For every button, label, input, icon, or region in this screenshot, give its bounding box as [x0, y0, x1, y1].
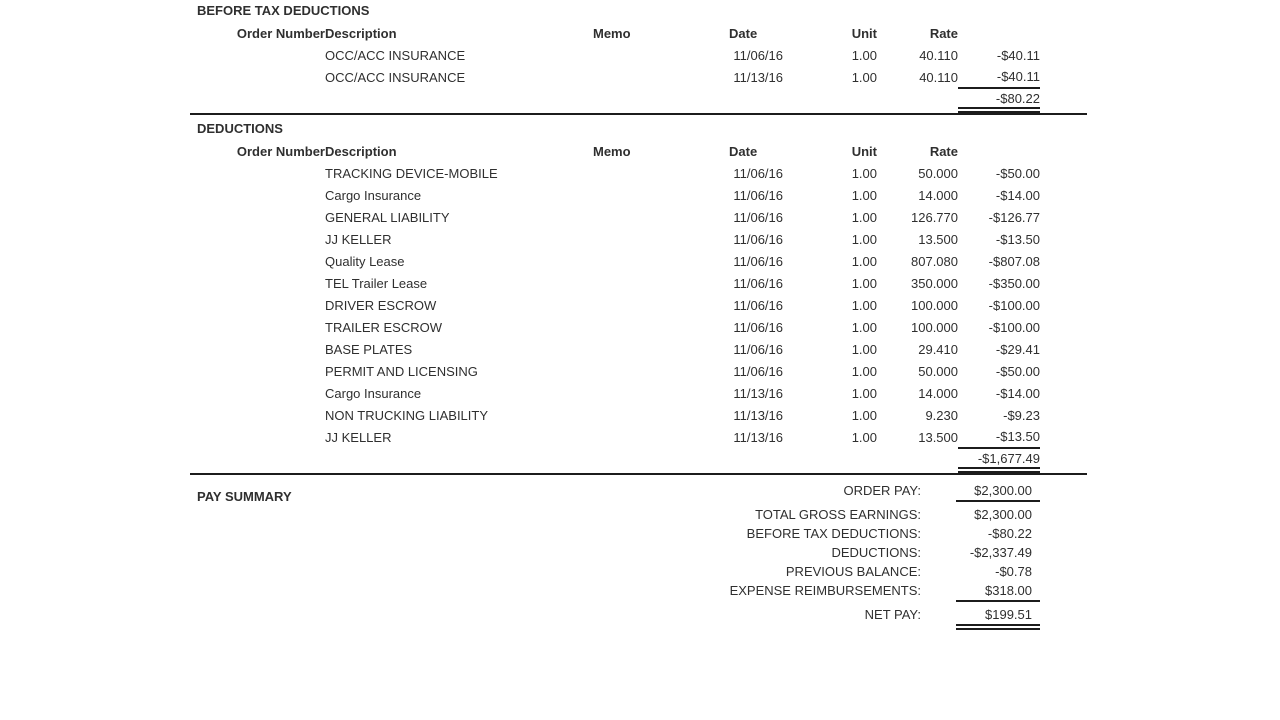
table-row: [190, 184, 1040, 206]
cell-rate: 9.230: [925, 407, 958, 423]
cell-memo: [593, 360, 727, 382]
cell-date: 11/06/16: [733, 363, 783, 379]
cell-order: [190, 162, 325, 184]
cell-rate: 100.000: [911, 319, 958, 335]
cell-blank: [783, 448, 877, 470]
summary-label: DEDUCTIONS:: [831, 545, 921, 560]
summary-value: -$80.22: [987, 526, 1032, 541]
column-header-rate: Rate: [929, 143, 958, 159]
cell-order: [190, 44, 325, 66]
cell-unit: 1.00: [851, 275, 877, 291]
cell-memo: [593, 338, 727, 360]
cell-description: DRIVER ESCROW: [325, 297, 437, 313]
cell-unit: 1.00: [851, 69, 877, 85]
cell-memo: [593, 316, 727, 338]
cell-blank: [593, 88, 727, 110]
cell-unit: 1.00: [851, 385, 877, 401]
cell-amount: -$100.00: [988, 297, 1040, 313]
cell-description: OCC/ACC INSURANCE: [325, 47, 466, 63]
table-row: [190, 316, 1040, 338]
cell-order: [190, 294, 325, 316]
cell-description: JJ KELLER: [325, 231, 392, 247]
pay-summary-rows: [190, 481, 1087, 626]
column-header-date: Date: [729, 25, 758, 41]
table-row: [190, 382, 1040, 404]
cell-unit: 1.00: [851, 363, 877, 379]
cell-memo: [593, 162, 727, 184]
cell-amount: -$29.41: [995, 341, 1040, 357]
column-header-date: Date: [729, 143, 758, 159]
cell-memo: [593, 272, 727, 294]
cell-order: [190, 404, 325, 426]
cell-blank: [190, 88, 325, 110]
cell-description: NON TRUCKING LIABILITY: [325, 407, 489, 423]
table-row: [190, 404, 1040, 426]
cell-unit: 1.00: [851, 47, 877, 63]
cell-description: BASE PLATES: [325, 341, 413, 357]
cell-unit: 1.00: [851, 209, 877, 225]
cell-order: [190, 184, 325, 206]
section-pay-summary: [190, 481, 1087, 626]
cell-memo: [593, 206, 727, 228]
column-header-order-number: Order Number: [236, 25, 325, 41]
column-header-memo: Memo: [593, 25, 631, 41]
summary-label: BEFORE TAX DEDUCTIONS:: [746, 526, 921, 541]
summary-row: [730, 581, 1040, 600]
cell-rate: 14.000: [918, 187, 958, 203]
cell-amount: -$14.00: [995, 385, 1040, 401]
cell-rate: 100.000: [911, 297, 958, 313]
section-total-value: -$1,677.49: [958, 448, 1040, 470]
summary-label: TOTAL GROSS EARNINGS:: [755, 507, 921, 522]
section-before-tax-deductions: [190, 3, 1087, 113]
pay-statement-document: [190, 3, 1087, 626]
summary-label: ORDER PAY:: [843, 483, 921, 498]
cell-order: [190, 360, 325, 382]
cell-description: OCC/ACC INSURANCE: [325, 69, 466, 85]
cell-order: [190, 316, 325, 338]
cell-rate: 807.080: [911, 253, 958, 269]
cell-order: [190, 272, 325, 294]
cell-order: [190, 338, 325, 360]
cell-amount: -$350.00: [988, 275, 1040, 291]
column-header-amount-blank: [958, 22, 1040, 44]
cell-description: Cargo Insurance: [325, 385, 422, 401]
cell-date: 11/13/16: [733, 69, 783, 85]
cell-rate: 13.500: [918, 231, 958, 247]
cell-rate: 350.000: [911, 275, 958, 291]
summary-value: $2,300.00: [974, 507, 1032, 522]
summary-value: $2,300.00: [956, 481, 1040, 502]
before-tax-table: [190, 22, 1040, 113]
section-divider: [190, 113, 1087, 115]
table-row: [190, 228, 1040, 250]
deductions-table: [190, 140, 1040, 473]
cell-amount: -$13.50: [995, 429, 1040, 444]
section-total-row: [190, 88, 1040, 110]
cell-order: [190, 382, 325, 404]
cell-amount: -$40.11: [996, 47, 1040, 63]
cell-date: 11/06/16: [733, 275, 783, 291]
table-row: [190, 44, 1040, 66]
cell-blank: [783, 88, 877, 110]
summary-row: [865, 605, 1040, 626]
summary-row: [831, 543, 1040, 562]
section-divider: [190, 473, 1087, 475]
table-row: [190, 206, 1040, 228]
cell-amount: -$100.00: [988, 319, 1040, 335]
cell-order: [190, 426, 325, 448]
summary-row: [786, 562, 1040, 581]
table-row: [190, 426, 1040, 448]
cell-date: 11/06/16: [733, 319, 783, 335]
cell-description: TRAILER ESCROW: [325, 319, 443, 335]
column-header-description: Description: [325, 25, 397, 41]
summary-value: -$0.78: [995, 564, 1032, 579]
cell-date: 11/06/16: [733, 341, 783, 357]
table-row: [190, 272, 1040, 294]
table-row: [190, 162, 1040, 184]
cell-date: 11/06/16: [733, 47, 783, 63]
column-header-rate: Rate: [929, 25, 958, 41]
summary-row: [755, 505, 1040, 524]
cell-date: 11/13/16: [733, 385, 783, 401]
cell-unit: 1.00: [851, 231, 877, 247]
cell-order: [190, 250, 325, 272]
table-row: [190, 338, 1040, 360]
cell-rate: 29.410: [918, 341, 958, 357]
summary-label: EXPENSE REIMBURSEMENTS:: [729, 583, 921, 598]
cell-rate: 40.110: [919, 47, 958, 63]
table-header-row: [190, 22, 1040, 44]
cell-memo: [593, 294, 727, 316]
cell-unit: 1.00: [851, 297, 877, 313]
cell-amount: -$807.08: [988, 253, 1040, 269]
cell-description: GENERAL LIABILITY: [325, 209, 450, 225]
table-header-row: [190, 140, 1040, 162]
cell-rate: 126.770: [911, 209, 958, 225]
cell-memo: [593, 426, 727, 448]
summary-label: NET PAY:: [864, 607, 921, 622]
cell-amount: -$13.50: [995, 231, 1040, 247]
cell-memo: [593, 250, 727, 272]
cell-date: 11/06/16: [733, 187, 783, 203]
cell-date: 11/06/16: [733, 165, 783, 181]
cell-blank: [727, 88, 783, 110]
column-header-order-number: Order Number: [236, 143, 325, 159]
cell-rate: 14.000: [918, 385, 958, 401]
table-row: [190, 360, 1040, 382]
section-title-pay-summary: PAY SUMMARY: [197, 489, 292, 504]
summary-row: [747, 524, 1040, 543]
cell-memo: [593, 184, 727, 206]
cell-unit: 1.00: [851, 165, 877, 181]
cell-memo: [593, 228, 727, 250]
cell-date: 11/13/16: [733, 429, 783, 445]
cell-unit: 1.00: [851, 407, 877, 423]
table-row: [190, 294, 1040, 316]
cell-order: [190, 228, 325, 250]
summary-label: PREVIOUS BALANCE:: [785, 564, 921, 579]
cell-date: 11/13/16: [733, 407, 783, 423]
section-deductions: [190, 121, 1087, 473]
cell-description: Quality Lease: [325, 253, 405, 269]
cell-rate: 13.500: [918, 429, 958, 445]
cell-unit: 1.00: [851, 187, 877, 203]
cell-memo: [593, 404, 727, 426]
cell-description: TEL Trailer Lease: [325, 275, 428, 291]
section-title-deductions: DEDUCTIONS: [197, 121, 283, 136]
cell-memo: [593, 382, 727, 404]
cell-unit: 1.00: [851, 341, 877, 357]
cell-blank: [190, 448, 325, 470]
cell-blank: [325, 448, 593, 470]
cell-amount: -$50.00: [995, 165, 1040, 181]
cell-blank: [877, 448, 958, 470]
column-header-unit: Unit: [851, 143, 877, 159]
cell-date: 11/06/16: [733, 297, 783, 313]
cell-amount: -$40.11: [996, 69, 1040, 84]
summary-value: $318.00: [956, 581, 1040, 602]
cell-amount: -$14.00: [995, 187, 1040, 203]
cell-memo: [593, 66, 727, 88]
column-header-unit: Unit: [851, 25, 877, 41]
summary-value: -$2,337.49: [969, 545, 1032, 560]
section-total-row: [190, 448, 1040, 470]
cell-rate: 50.000: [918, 363, 958, 379]
cell-blank: [877, 88, 958, 110]
table-row: [190, 250, 1040, 272]
cell-date: 11/06/16: [733, 253, 783, 269]
table-row: [190, 66, 1040, 88]
cell-amount: -$9.23: [1003, 407, 1040, 423]
summary-row: [843, 481, 1040, 500]
cell-description: TRACKING DEVICE-MOBILE: [325, 165, 498, 181]
cell-blank: [325, 88, 593, 110]
cell-memo: [593, 44, 727, 66]
summary-value: $199.51: [956, 605, 1040, 630]
cell-amount: -$50.00: [995, 363, 1040, 379]
cell-date: 11/06/16: [733, 231, 783, 247]
cell-blank: [727, 448, 783, 470]
cell-date: 11/06/16: [733, 209, 783, 225]
cell-unit: 1.00: [851, 253, 877, 269]
cell-unit: 1.00: [851, 429, 877, 445]
section-title-before-tax: BEFORE TAX DEDUCTIONS: [197, 3, 370, 18]
cell-blank: [593, 448, 727, 470]
cell-description: PERMIT AND LICENSING: [325, 363, 478, 379]
cell-amount: -$126.77: [988, 209, 1040, 225]
section-total-value: -$80.22: [958, 88, 1040, 110]
cell-order: [190, 206, 325, 228]
cell-unit: 1.00: [851, 319, 877, 335]
column-header-amount-blank: [958, 140, 1040, 162]
cell-description: JJ KELLER: [325, 429, 392, 445]
cell-description: Cargo Insurance: [325, 187, 422, 203]
column-header-memo: Memo: [593, 143, 631, 159]
column-header-description: Description: [325, 143, 397, 159]
cell-rate: 50.000: [918, 165, 958, 181]
cell-order: [190, 66, 325, 88]
cell-rate: 40.110: [919, 69, 958, 85]
